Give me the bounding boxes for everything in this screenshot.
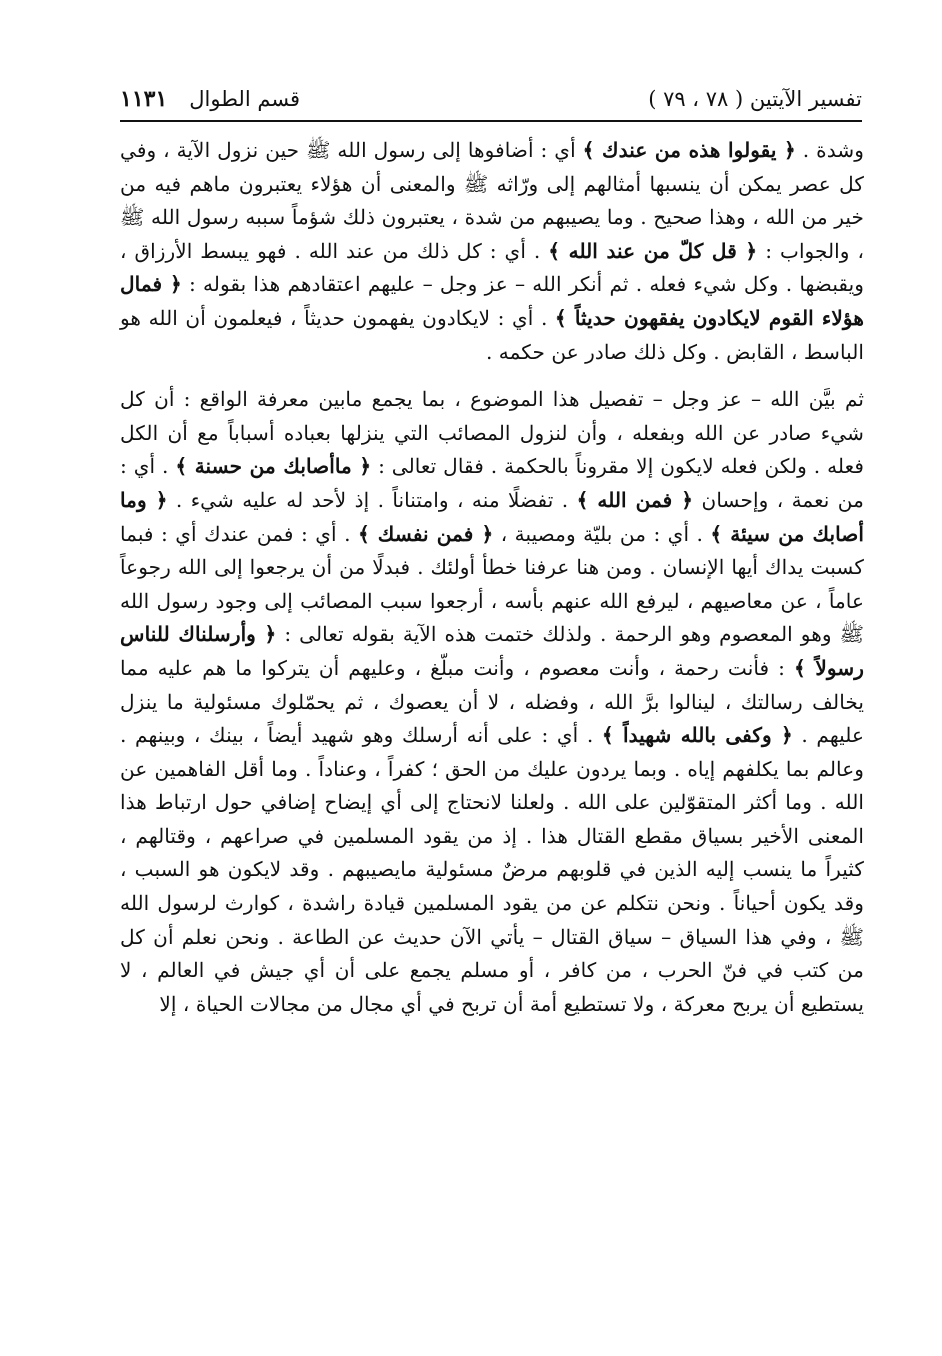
section-label-group (120, 86, 300, 112)
text-segment: . تفضلًا منه ، وامتناناً . إذ لأحد له عليه شيء . (167, 487, 577, 512)
text-segment: وشدة . (795, 138, 864, 162)
paragraph-2 (120, 383, 864, 1021)
page-number: ١١٣١ (120, 86, 168, 112)
page-body (120, 134, 864, 1021)
quran-quote: ﴿ وكفى بالله شهيداً ﴾ (601, 723, 793, 748)
text-segment: أي : أضافوها إلى رسول الله ﷺ حين نزول الآية ، وفي كل عصر يمكن أن ينسبها أمثالهم إلى ورّاثه ﷺ والمعنى أن هؤلاء يعتبرون ماهم فيه من خير من الله ، وهذا صحيح . وما يصيبهم من شدة ، يعتبرون ذلك شؤماً سببه رسول الله ﷺ ، والجواب : (120, 138, 864, 263)
quran-quote: ﴿ ماأصابك من حسنة ﴾ (175, 454, 372, 479)
running-title: تفسير الآيتين ( ٧٨ ، ٧٩ ) (648, 87, 862, 111)
quran-quote: ﴿ وما أصابك من سيئة ﴾ (120, 487, 864, 546)
text-segment: . أي : لايكادون يفهمون حديثاً ، فيعلمون أن الله هو الباسط ، القابض . وكل ذلك صادر عن حكمه . (120, 305, 864, 364)
section-name: قسم الطوال (189, 87, 301, 111)
text-segment: ثم بيَّن الله – عز وجل – تفصيل هذا الموضوع ، بما يجمع مابين معرفة الواقع : أن كل شيء صادر عن الله وبفعله ، وأن لنزول المصائب التي ينزلها بعباده أسباباً مع أن الكل فعله . ولكن فعله لايكون إلا مقروناً بالحكمة . فقال تعالى : (120, 387, 864, 479)
page-header (120, 82, 862, 116)
quran-quote: ﴿ يقولوا هذه من عندك ﴾ (582, 138, 796, 162)
quran-quote: ﴿ وأرسلناك للناس رسولاً ﴾ (120, 622, 864, 680)
quran-quote: ﴿ فمال هؤلاء القوم لايكادون يفقهون حديثاً ﴾ (120, 272, 865, 330)
text-segment: . أي : من نعمة ، وإحسان (120, 454, 864, 512)
header-rule (120, 120, 862, 122)
text-segment: . أي : فمن عندك أي : فبما كسبت يداك أيها الإنسان . ومن هنا عرفنا خطأ أولئك . فبدلًا من أن يرجعوا إلى الله رجوعاً عاماً ، عن معاصيهم ، ليرفع الله عنهم بأسه ، أرجعوا سبب المصائب إلى وجود رسول الله ﷺ وهو المعصوم وهو الرحمة . ولذلك ختمت هذه الآية بقوله تعالى : (120, 521, 864, 647)
text-segment: . أي : على أنه أرسلك وهو شهيد أيضاً ، بينك ، وبينهم . وعالم بما يكلفهم إياه . وبما يردون عليك من الحق ؛ كفراً ، وعناداً . وما أقل الفاهمين عن الله . وما أكثر المتقوّلين على الله . ولعلنا لانحتاج إلى أي إيضاح إضافي حول ارتباط هذا المعنى الأخير بسياق مقطع القتال هذا . إذ من يقود المسلمين في صراعهم ، وقتالهم ، كثيراً ما ينسب إليه الذين في قلوبهم مرضٌ مسئولية مايصيبهم . وقد لايكون هو السبب ، وقد يكون أحياناً . ونحن نتكلم عن من يقود المسلمين قيادة راشدة ، كوارث لرسول الله ﷺ ، وفي هذا السياق – سياق القتال – يأتي الآن حديث عن الطاعة . ونحن نعلم أن كل من كتب في فنّ الحرب ، من كافر ، أو مسلم يجمع على أن أي جيش في العالم ، لا يستطيع أن يربح معركة ، ولا تستطيع أمة أن تربح في أي مجال من مجالات الحياة ، إلا (120, 723, 864, 1016)
text-segment: : فأنت رحمة ، وأنت معصوم ، وأنت مبلّغ ، وعليهم أن يتركوا ما هم عليه مما يخالف رسالتك ، لينالوا برَّ الله ، وفضله ، لا أن يعصوك ، ثم يحمّلوك مسئولية ما ينزل عليهم . (120, 655, 864, 748)
quran-quote: ﴿ فمن نفسك ﴾ (357, 521, 494, 546)
quran-quote: ﴿ فمن الله ﴾ (576, 487, 694, 512)
text-segment: . أي : من بليّة ومصيبة ، (493, 521, 711, 546)
paragraph-1 (120, 134, 864, 369)
text-segment: . أي : كل ذلك من عند الله . فهو يبسط الأرزاق ، ويقبضها . وكل شيء فعله . ثم أنكر الله – عز وجل – عليهم اعتقادهم هذا بقوله : (120, 238, 864, 297)
quran-quote: ﴿ قل كلّ من عند الله ﴾ (548, 238, 758, 263)
